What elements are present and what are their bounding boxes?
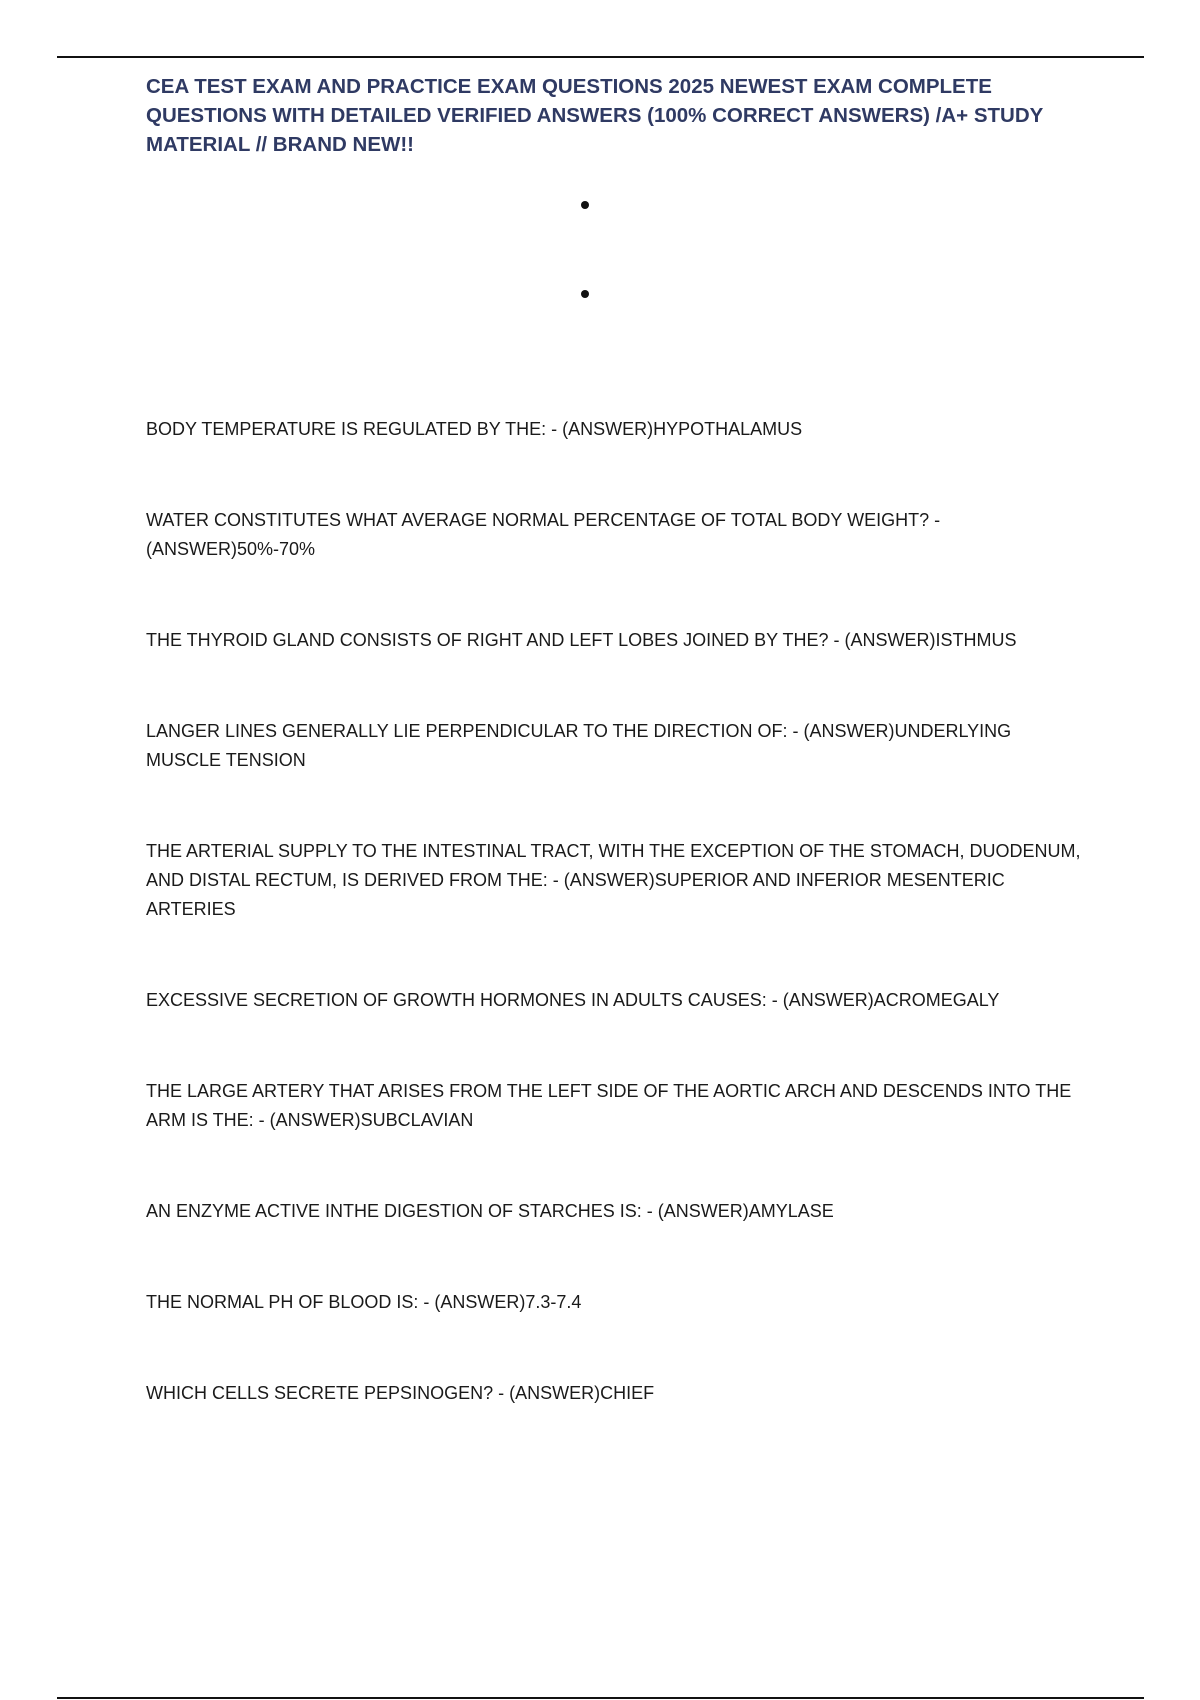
bullet-marker <box>581 201 589 209</box>
top-rule <box>57 56 1144 58</box>
bottom-rule <box>57 1697 1144 1699</box>
question-list <box>146 415 1091 1470</box>
question-item: THE LARGE ARTERY THAT ARISES FROM THE LEFT SIDE OF THE AORTIC ARCH AND DESCENDS INTO THE ARM IS THE: - (ANSWER)SUBCLAVIAN <box>146 1081 1072 1130</box>
question-item: WHICH CELLS SECRETE PEPSINOGEN? - (ANSWER)CHIEF <box>146 1383 655 1403</box>
question-item: THE THYROID GLAND CONSISTS OF RIGHT AND LEFT LOBES JOINED BY THE? - (ANSWER)ISTHMUS <box>146 630 1017 650</box>
question-item: WATER CONSTITUTES WHAT AVERAGE NORMAL PERCENTAGE OF TOTAL BODY WEIGHT? - (ANSWER)50%-70% <box>146 510 941 559</box>
question-item: LANGER LINES GENERALLY LIE PERPENDICULAR TO THE DIRECTION OF: - (ANSWER)UNDERLYING MUSCLE TENSION <box>146 721 1012 770</box>
document-title: CEA TEST EXAM AND PRACTICE EXAM QUESTIONS 2025 NEWEST EXAM COMPLETE QUESTIONS WITH DETAILED VERIFIED ANSWERS (100% CORRECT ANSWERS) /A+ STUDY MATERIAL // BRAND NEW!! <box>146 75 1043 156</box>
question-item: THE ARTERIAL SUPPLY TO THE INTESTINAL TRACT, WITH THE EXCEPTION OF THE STOMACH, DUODENUM, AND DISTAL RECTUM, IS DERIVED FROM THE: - (ANSWER)SUPERIOR AND INFERIOR MESENTERIC ARTERIES <box>146 841 1081 919</box>
question-item: THE NORMAL PH OF BLOOD IS: - (ANSWER)7.3-7.4 <box>146 1292 582 1312</box>
bullet-marker <box>581 290 589 298</box>
question-item: AN ENZYME ACTIVE INTHE DIGESTION OF STARCHES IS: - (ANSWER)AMYLASE <box>146 1201 834 1221</box>
question-item: BODY TEMPERATURE IS REGULATED BY THE: - (ANSWER)HYPOTHALAMUS <box>146 419 803 439</box>
question-item: EXCESSIVE SECRETION OF GROWTH HORMONES IN ADULTS CAUSES: - (ANSWER)ACROMEGALY <box>146 990 1000 1010</box>
